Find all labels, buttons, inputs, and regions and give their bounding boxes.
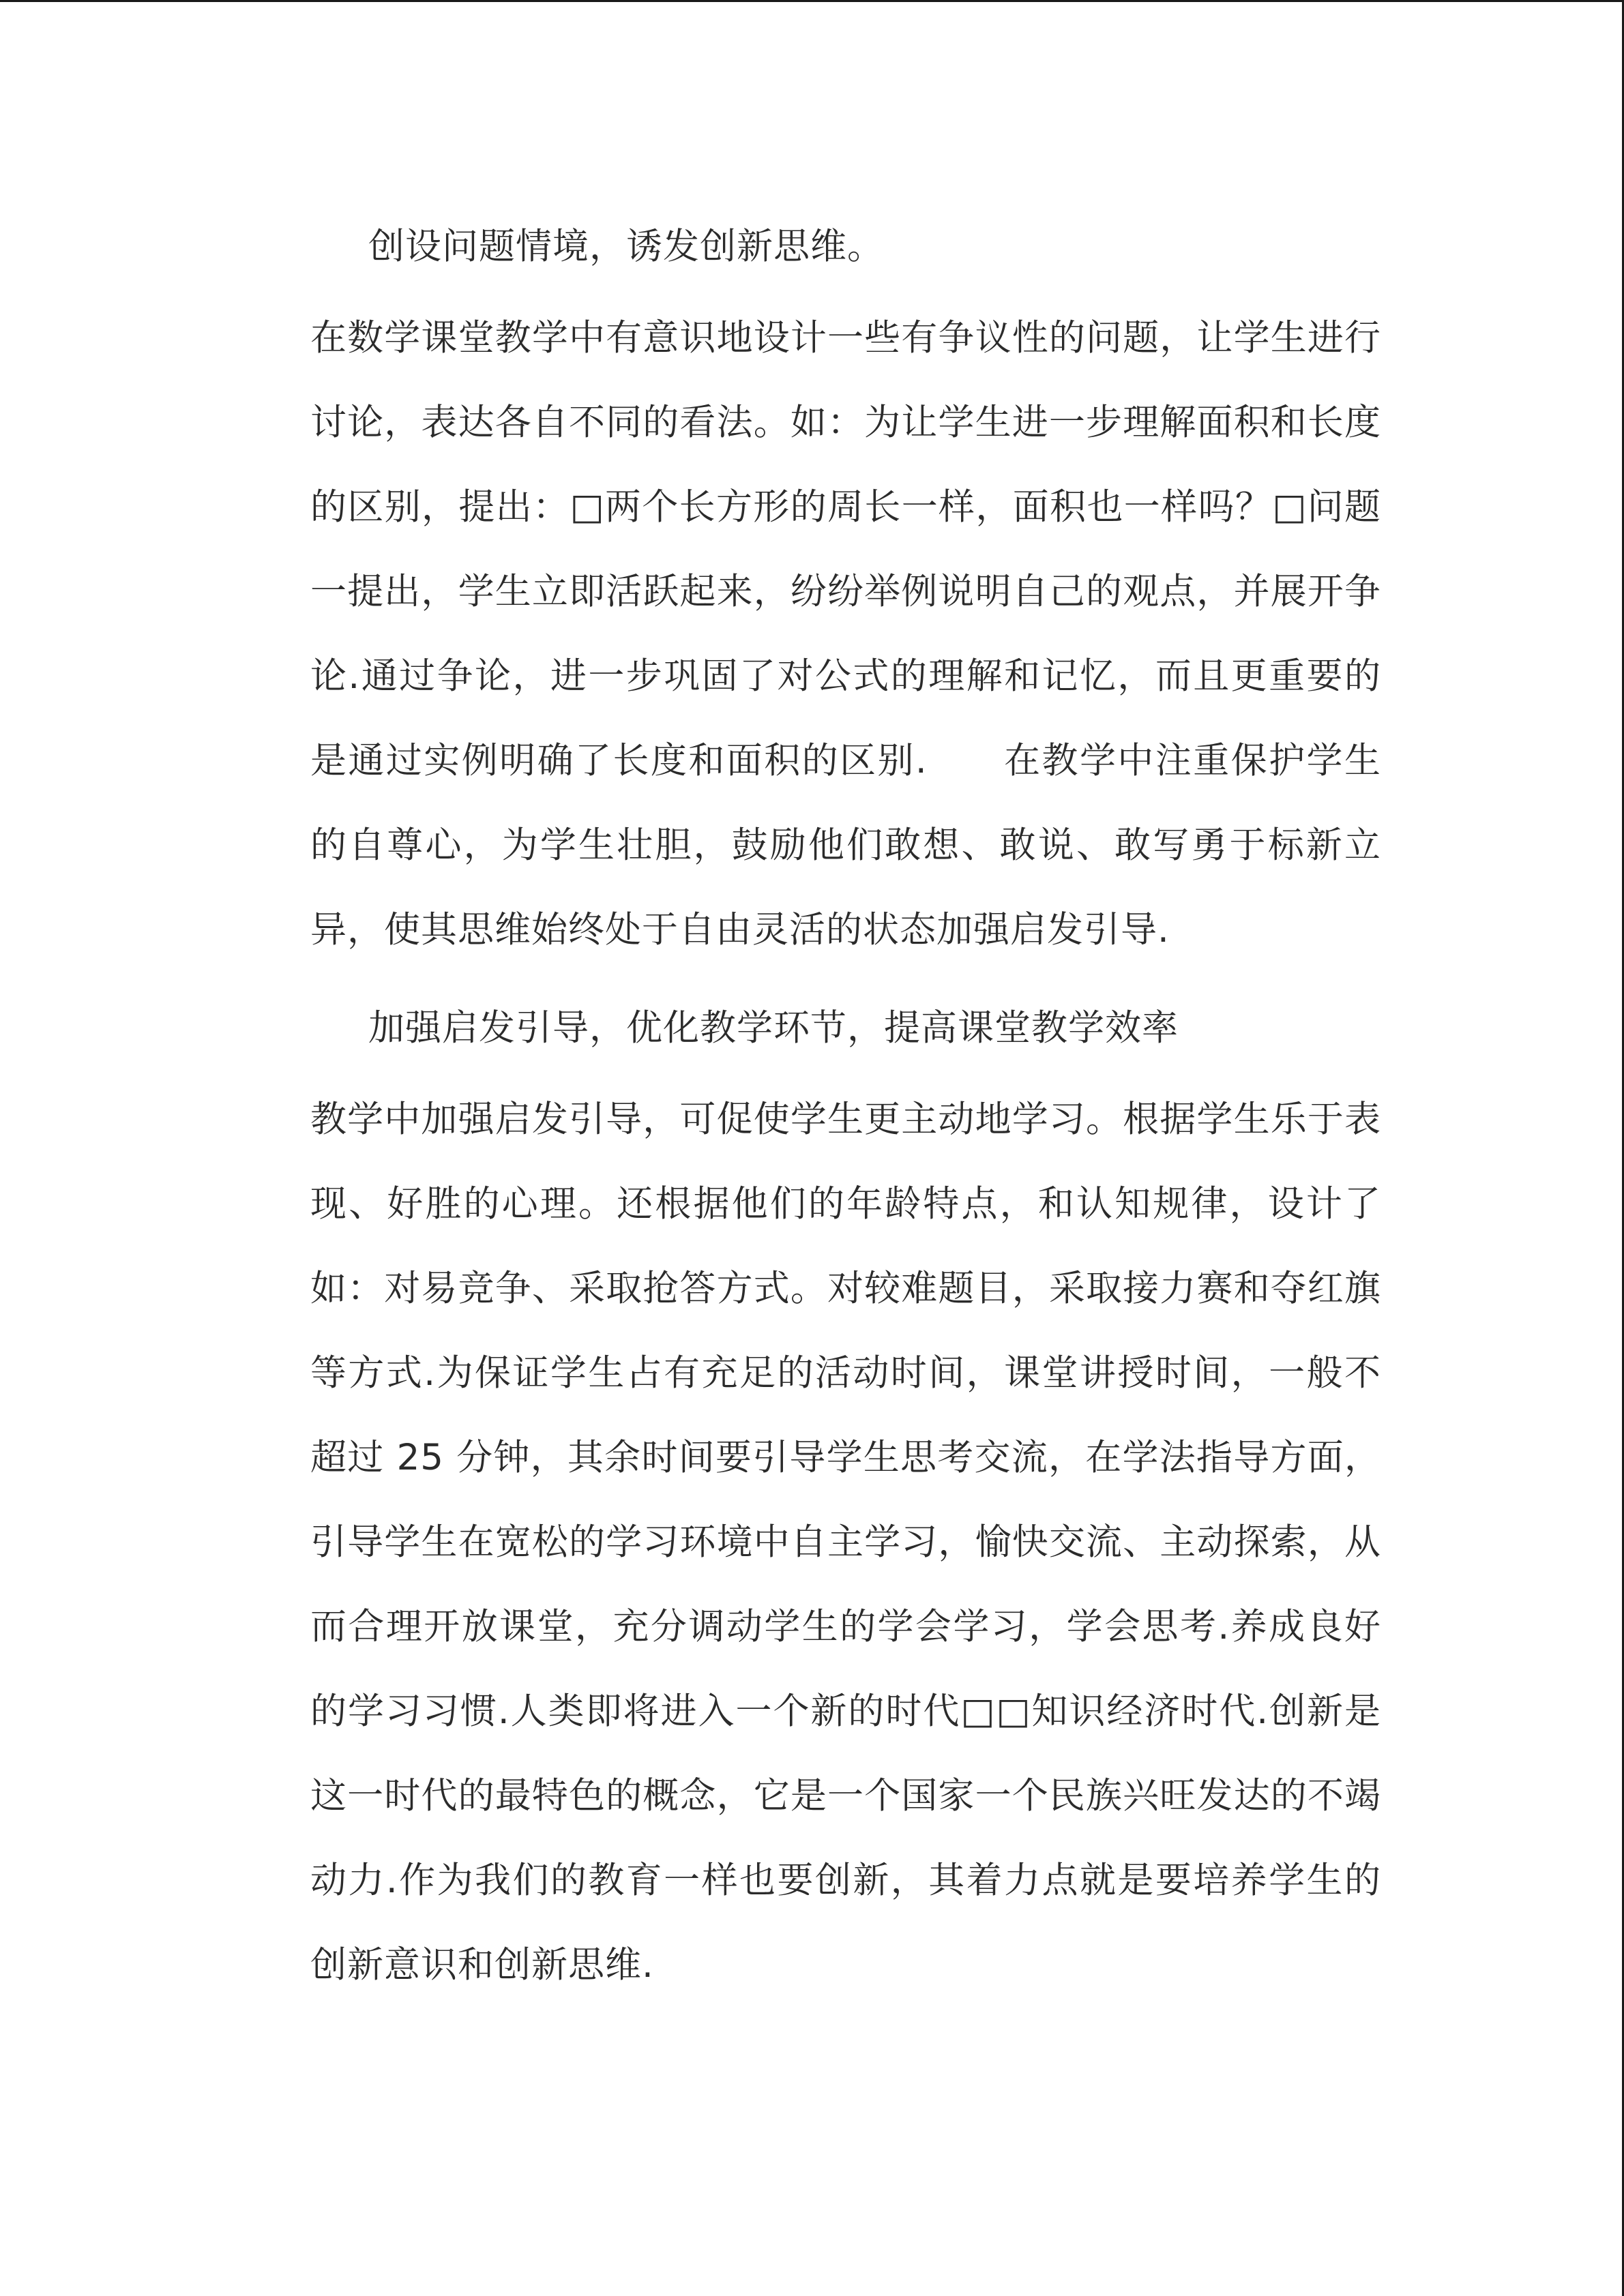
spacer <box>310 289 1381 296</box>
section-2-heading: 加强启发引导，优化教学环节，提高课堂教学效率 <box>368 1007 1179 1049</box>
section-2-paragraph: 教学中加强启发引导，可促使学生更主动地学习。根据学生乐于表现、好胜的心理。还根据他们的年龄特点，和认知规律，设计了如：对易竞争、采取抢答方式。对较难题目，采取接力赛和夺红旗等方式.为保证学生占有充足的活动时间，课堂讲授时间，一般不超过 25 分钟，其余时间要引导学生思考交流，在学法指导方面，引导学生在宽松的学习环境中自主学习，愉快交流、主动探索，从而合理开放课堂，充分调动学生的学会学习，学会思考.养成良好的学习习惯.人类即将进入一个新的时代□□知识经济时代.创新是这一时代的最特色的概念，它是一个国家一个民族兴旺发达的不竭动力.作为我们的教育一样也要创新，其着力点就是要培养学生的创新意识和创新思维. <box>310 1099 1381 1986</box>
section-1-paragraph: 在数学课堂教学中有意识地设计一些有争议性的问题，让学生进行讨论，表达各自不同的看法。如：为让学生进一步理解面积和长度的区别，提出：□两个长方形的周长一样，面积也一样吗？□问题一提出，学生立即活跃起来，纷纷举例说明自己的观点，并展开争论.通过争论，进一步巩固了对公式的理解和记忆，而且更重要的是通过实例明确了长度和面积的区别. 在教学中注重保护学生的自尊心，为学生壮胆，鼓励他们敢想、敢说、敢写勇于标新立异，使其思维始终处于自由灵活的状态加强启发引导. <box>310 317 1381 951</box>
document-body <box>310 205 1381 2008</box>
page-top-border <box>0 0 1624 2</box>
section-1-heading: 创设问题情境，诱发创新思维。 <box>368 226 884 267</box>
spacer <box>310 972 1381 986</box>
spacer <box>310 1071 1381 1077</box>
